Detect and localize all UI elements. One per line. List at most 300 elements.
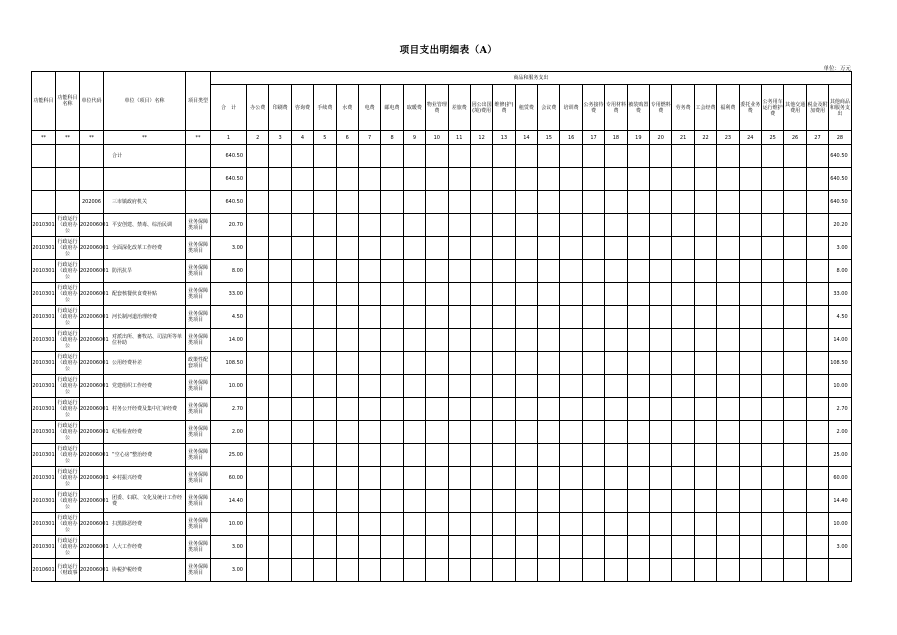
empty-cell [269, 237, 291, 260]
header-row [32, 72, 852, 85]
empty-cell [448, 421, 470, 444]
table-row [32, 352, 852, 375]
empty-cell [672, 329, 694, 352]
empty-cell [605, 306, 627, 329]
empty-cell [650, 513, 672, 536]
empty-cell [694, 421, 716, 444]
header-unit-code: 单位代码 [80, 72, 104, 131]
empty-cell [761, 536, 783, 559]
empty-cell [739, 444, 761, 467]
func-name-cell: 行政运行（政府办公 [56, 536, 80, 559]
empty-cell [627, 260, 649, 283]
empty-cell [672, 444, 694, 467]
empty-cell [470, 444, 492, 467]
unit-code-cell: 202006001 [80, 375, 104, 398]
table-row [32, 375, 852, 398]
empty-cell [314, 536, 336, 559]
func-name-cell: 行政运行（政府办公 [56, 444, 80, 467]
empty-cell [448, 145, 470, 168]
empty-cell [358, 283, 380, 306]
func-code-cell: 2010301 [32, 214, 56, 237]
empty-cell [247, 444, 269, 467]
other-expense-cell: 14.00 [829, 329, 852, 352]
header-proj-type: 项目类型 [186, 72, 211, 131]
proj-type-cell: 业务保障类项目 [186, 467, 211, 490]
empty-cell [247, 237, 269, 260]
empty-cell [515, 513, 537, 536]
empty-cell [605, 168, 627, 191]
empty-cell [806, 375, 828, 398]
func-name-cell: 行政运行（政府办公 [56, 283, 80, 306]
empty-cell [560, 260, 582, 283]
empty-cell [672, 559, 694, 582]
empty-cell [739, 237, 761, 260]
total-cell: 20.70 [211, 214, 247, 237]
proj-type-cell: 业务保障类项目 [186, 490, 211, 513]
unit-name-cell: 防汛抗旱 [104, 260, 186, 283]
header-col: 劳务费 [672, 85, 694, 131]
empty-cell [448, 375, 470, 398]
header-col: 维修(护)费 [493, 85, 515, 131]
empty-cell [784, 490, 806, 513]
func-name-cell: 行政运行（政府办公 [56, 214, 80, 237]
empty-cell [403, 145, 425, 168]
empty-cell [605, 398, 627, 421]
unit-code-cell: 202006001 [80, 559, 104, 582]
empty-cell [247, 375, 269, 398]
func-name-cell: 行政运行（政府办公 [56, 513, 80, 536]
proj-type-cell [186, 191, 211, 214]
func-name-cell: 行政运行（政府办公 [56, 237, 80, 260]
empty-cell [650, 352, 672, 375]
empty-cell [403, 191, 425, 214]
empty-cell [493, 329, 515, 352]
empty-cell [605, 145, 627, 168]
empty-cell [672, 352, 694, 375]
empty-cell [739, 352, 761, 375]
empty-cell [269, 352, 291, 375]
empty-cell [515, 352, 537, 375]
empty-cell [470, 191, 492, 214]
empty-cell [761, 490, 783, 513]
empty-cell [381, 490, 403, 513]
empty-cell [493, 513, 515, 536]
empty-cell [269, 421, 291, 444]
empty-cell [761, 214, 783, 237]
empty-cell [493, 260, 515, 283]
empty-cell [336, 513, 358, 536]
empty-cell [336, 444, 358, 467]
empty-cell [426, 536, 448, 559]
empty-cell [426, 168, 448, 191]
empty-cell [784, 559, 806, 582]
empty-cell [560, 421, 582, 444]
empty-cell [403, 421, 425, 444]
empty-cell [806, 559, 828, 582]
table-row [32, 329, 852, 352]
empty-cell [560, 306, 582, 329]
proj-type-cell: 业务保障类项目 [186, 214, 211, 237]
unit-name-cell: 公用经费补差 [104, 352, 186, 375]
empty-cell [291, 467, 313, 490]
empty-cell [717, 444, 739, 467]
empty-cell [493, 490, 515, 513]
empty-cell [605, 536, 627, 559]
empty-cell [739, 260, 761, 283]
empty-cell [247, 260, 269, 283]
empty-cell [448, 168, 470, 191]
empty-cell [672, 237, 694, 260]
unit-name-cell: 扫黑除恶经费 [104, 513, 186, 536]
empty-cell [314, 467, 336, 490]
empty-cell [560, 214, 582, 237]
total-cell: 3.00 [211, 536, 247, 559]
empty-cell [582, 283, 604, 306]
empty-cell [650, 559, 672, 582]
column-number: 28 [829, 131, 852, 145]
empty-cell [694, 145, 716, 168]
header-col: 因公出国(境)费用 [470, 85, 492, 131]
empty-cell [358, 421, 380, 444]
empty-cell [761, 145, 783, 168]
empty-cell [493, 559, 515, 582]
empty-cell [381, 352, 403, 375]
empty-cell [426, 306, 448, 329]
empty-cell [336, 168, 358, 191]
empty-cell [694, 191, 716, 214]
table-row [32, 536, 852, 559]
column-number: 5 [314, 131, 336, 145]
empty-cell [784, 513, 806, 536]
empty-cell [470, 168, 492, 191]
empty-cell [493, 536, 515, 559]
empty-cell [627, 444, 649, 467]
empty-cell [560, 398, 582, 421]
empty-cell [560, 375, 582, 398]
empty-cell [739, 283, 761, 306]
empty-cell [515, 214, 537, 237]
empty-cell [291, 444, 313, 467]
empty-cell [515, 237, 537, 260]
empty-cell [627, 145, 649, 168]
empty-cell [717, 168, 739, 191]
empty-cell [806, 145, 828, 168]
empty-cell [291, 513, 313, 536]
empty-cell [336, 421, 358, 444]
func-code-cell: 2010301 [32, 444, 56, 467]
unit-name-cell: 合计 [104, 145, 186, 168]
header-col: 印刷费 [269, 85, 291, 131]
func-code-cell: 2010601 [32, 559, 56, 582]
empty-cell [739, 214, 761, 237]
empty-cell [314, 559, 336, 582]
other-expense-cell: 3.00 [829, 237, 852, 260]
empty-cell [717, 375, 739, 398]
other-expense-cell: 2.70 [829, 398, 852, 421]
empty-cell [493, 145, 515, 168]
empty-cell [672, 283, 694, 306]
empty-cell [694, 398, 716, 421]
empty-cell [403, 237, 425, 260]
empty-cell [650, 490, 672, 513]
empty-cell [694, 237, 716, 260]
empty-cell [605, 260, 627, 283]
empty-cell [538, 490, 560, 513]
empty-cell [269, 191, 291, 214]
empty-cell [582, 421, 604, 444]
proj-type-cell: 业务保障类项目 [186, 237, 211, 260]
empty-cell [426, 145, 448, 168]
empty-cell [247, 467, 269, 490]
other-expense-cell: 10.00 [829, 513, 852, 536]
empty-cell [717, 283, 739, 306]
empty-cell [448, 191, 470, 214]
expenditure-table [31, 71, 852, 582]
empty-cell [403, 444, 425, 467]
empty-cell [694, 214, 716, 237]
empty-cell [784, 283, 806, 306]
total-cell: 2.00 [211, 421, 247, 444]
empty-cell [403, 398, 425, 421]
empty-cell [448, 260, 470, 283]
empty-cell [672, 398, 694, 421]
empty-cell [515, 191, 537, 214]
empty-cell [493, 398, 515, 421]
proj-type-cell: 业务保障类项目 [186, 283, 211, 306]
empty-cell [650, 421, 672, 444]
empty-cell [403, 467, 425, 490]
proj-type-cell: 业务保障类项目 [186, 306, 211, 329]
empty-cell [784, 214, 806, 237]
empty-cell [627, 513, 649, 536]
empty-cell [358, 352, 380, 375]
empty-cell [403, 168, 425, 191]
empty-cell [314, 306, 336, 329]
empty-cell [314, 168, 336, 191]
empty-cell [627, 283, 649, 306]
empty-cell [605, 375, 627, 398]
column-number: 12 [470, 131, 492, 145]
empty-cell [739, 398, 761, 421]
empty-cell [538, 283, 560, 306]
column-number: 27 [806, 131, 828, 145]
table-row [32, 145, 852, 168]
empty-cell [448, 237, 470, 260]
empty-cell [426, 490, 448, 513]
empty-cell [739, 306, 761, 329]
empty-cell [717, 559, 739, 582]
unit-name-cell: 团委、妇联、文化及统计工作经费 [104, 490, 186, 513]
other-expense-cell: 640.50 [829, 191, 852, 214]
column-number: 24 [739, 131, 761, 145]
empty-cell [247, 352, 269, 375]
empty-cell [672, 490, 694, 513]
empty-cell [515, 260, 537, 283]
func-name-cell: 行政运行（政府办公 [56, 490, 80, 513]
empty-cell [358, 145, 380, 168]
empty-cell [672, 467, 694, 490]
empty-cell [358, 191, 380, 214]
empty-cell [806, 536, 828, 559]
empty-cell [650, 145, 672, 168]
empty-cell [560, 559, 582, 582]
empty-cell [515, 283, 537, 306]
empty-cell [426, 398, 448, 421]
empty-cell [739, 191, 761, 214]
empty-cell [381, 168, 403, 191]
empty-cell [493, 168, 515, 191]
other-expense-cell: 4.50 [829, 306, 852, 329]
empty-cell [672, 168, 694, 191]
column-number: 19 [627, 131, 649, 145]
empty-cell [336, 283, 358, 306]
func-code-cell: 2010301 [32, 490, 56, 513]
empty-cell [761, 168, 783, 191]
other-expense-cell: 20.20 [829, 214, 852, 237]
empty-cell [717, 191, 739, 214]
empty-cell [761, 398, 783, 421]
empty-cell [717, 490, 739, 513]
empty-cell [426, 559, 448, 582]
unit-name-cell: 平安创建、禁毒、综治民调 [104, 214, 186, 237]
unit-code-cell: 202006001 [80, 283, 104, 306]
unit-code-cell [80, 168, 104, 191]
empty-cell [314, 214, 336, 237]
header-col: 手续费 [314, 85, 336, 131]
empty-cell [605, 352, 627, 375]
empty-cell [336, 398, 358, 421]
empty-cell [650, 214, 672, 237]
other-expense-cell: 2.00 [829, 421, 852, 444]
empty-cell [247, 168, 269, 191]
empty-cell [515, 536, 537, 559]
table-row [32, 559, 852, 582]
empty-cell [448, 214, 470, 237]
empty-cell [806, 214, 828, 237]
empty-cell [717, 536, 739, 559]
proj-type-cell: 业务保障类项目 [186, 260, 211, 283]
empty-cell [470, 398, 492, 421]
empty-cell [448, 513, 470, 536]
empty-cell [358, 214, 380, 237]
empty-cell [247, 283, 269, 306]
column-number: 4 [291, 131, 313, 145]
empty-cell [717, 467, 739, 490]
empty-cell [336, 559, 358, 582]
header-col: 合 计 [211, 85, 247, 131]
empty-cell [426, 329, 448, 352]
unit-name-cell: 党建组织工作经费 [104, 375, 186, 398]
column-number: 9 [403, 131, 425, 145]
empty-cell [515, 145, 537, 168]
empty-cell [403, 513, 425, 536]
empty-cell [694, 352, 716, 375]
header-col: 被装购置费 [627, 85, 649, 131]
empty-cell [448, 352, 470, 375]
empty-cell [582, 559, 604, 582]
empty-cell [314, 329, 336, 352]
empty-cell [650, 168, 672, 191]
empty-cell [448, 398, 470, 421]
empty-cell [470, 421, 492, 444]
empty-cell [761, 260, 783, 283]
empty-cell [806, 260, 828, 283]
empty-cell [314, 352, 336, 375]
empty-cell [448, 559, 470, 582]
empty-cell [448, 283, 470, 306]
empty-cell [784, 260, 806, 283]
other-expense-cell: 3.00 [829, 536, 852, 559]
empty-cell [784, 306, 806, 329]
empty-cell [650, 237, 672, 260]
unit-code-cell: 202006001 [80, 467, 104, 490]
star-cell: ** [186, 131, 211, 145]
empty-cell [381, 214, 403, 237]
empty-cell [761, 191, 783, 214]
empty-cell [470, 559, 492, 582]
unit-code-cell: 202006001 [80, 214, 104, 237]
empty-cell [269, 168, 291, 191]
empty-cell [336, 329, 358, 352]
empty-cell [694, 513, 716, 536]
empty-cell [761, 375, 783, 398]
column-number: 23 [717, 131, 739, 145]
empty-cell [784, 536, 806, 559]
empty-cell [694, 329, 716, 352]
empty-cell [493, 237, 515, 260]
empty-cell [582, 536, 604, 559]
empty-cell [784, 352, 806, 375]
column-number: 15 [538, 131, 560, 145]
empty-cell [336, 306, 358, 329]
table-row [32, 168, 852, 191]
func-name-cell [56, 191, 80, 214]
empty-cell [269, 260, 291, 283]
column-number: 20 [650, 131, 672, 145]
empty-cell [717, 260, 739, 283]
empty-cell [627, 536, 649, 559]
empty-cell [605, 513, 627, 536]
empty-cell [739, 467, 761, 490]
empty-cell [291, 191, 313, 214]
unit-label: 单位：万元 [823, 66, 851, 72]
empty-cell [784, 444, 806, 467]
empty-cell [403, 536, 425, 559]
empty-cell [761, 467, 783, 490]
empty-cell [515, 375, 537, 398]
empty-cell [470, 513, 492, 536]
empty-cell [314, 191, 336, 214]
empty-cell [291, 398, 313, 421]
empty-cell [314, 444, 336, 467]
table-row [32, 444, 852, 467]
empty-cell [515, 559, 537, 582]
column-number: 8 [381, 131, 403, 145]
empty-cell [381, 375, 403, 398]
func-code-cell [32, 145, 56, 168]
table-row [32, 306, 852, 329]
empty-cell [493, 352, 515, 375]
empty-cell [470, 352, 492, 375]
empty-cell [336, 260, 358, 283]
empty-cell [627, 329, 649, 352]
empty-cell [650, 283, 672, 306]
table-row [32, 398, 852, 421]
empty-cell [426, 283, 448, 306]
empty-cell [694, 260, 716, 283]
empty-cell [448, 490, 470, 513]
empty-cell [538, 513, 560, 536]
